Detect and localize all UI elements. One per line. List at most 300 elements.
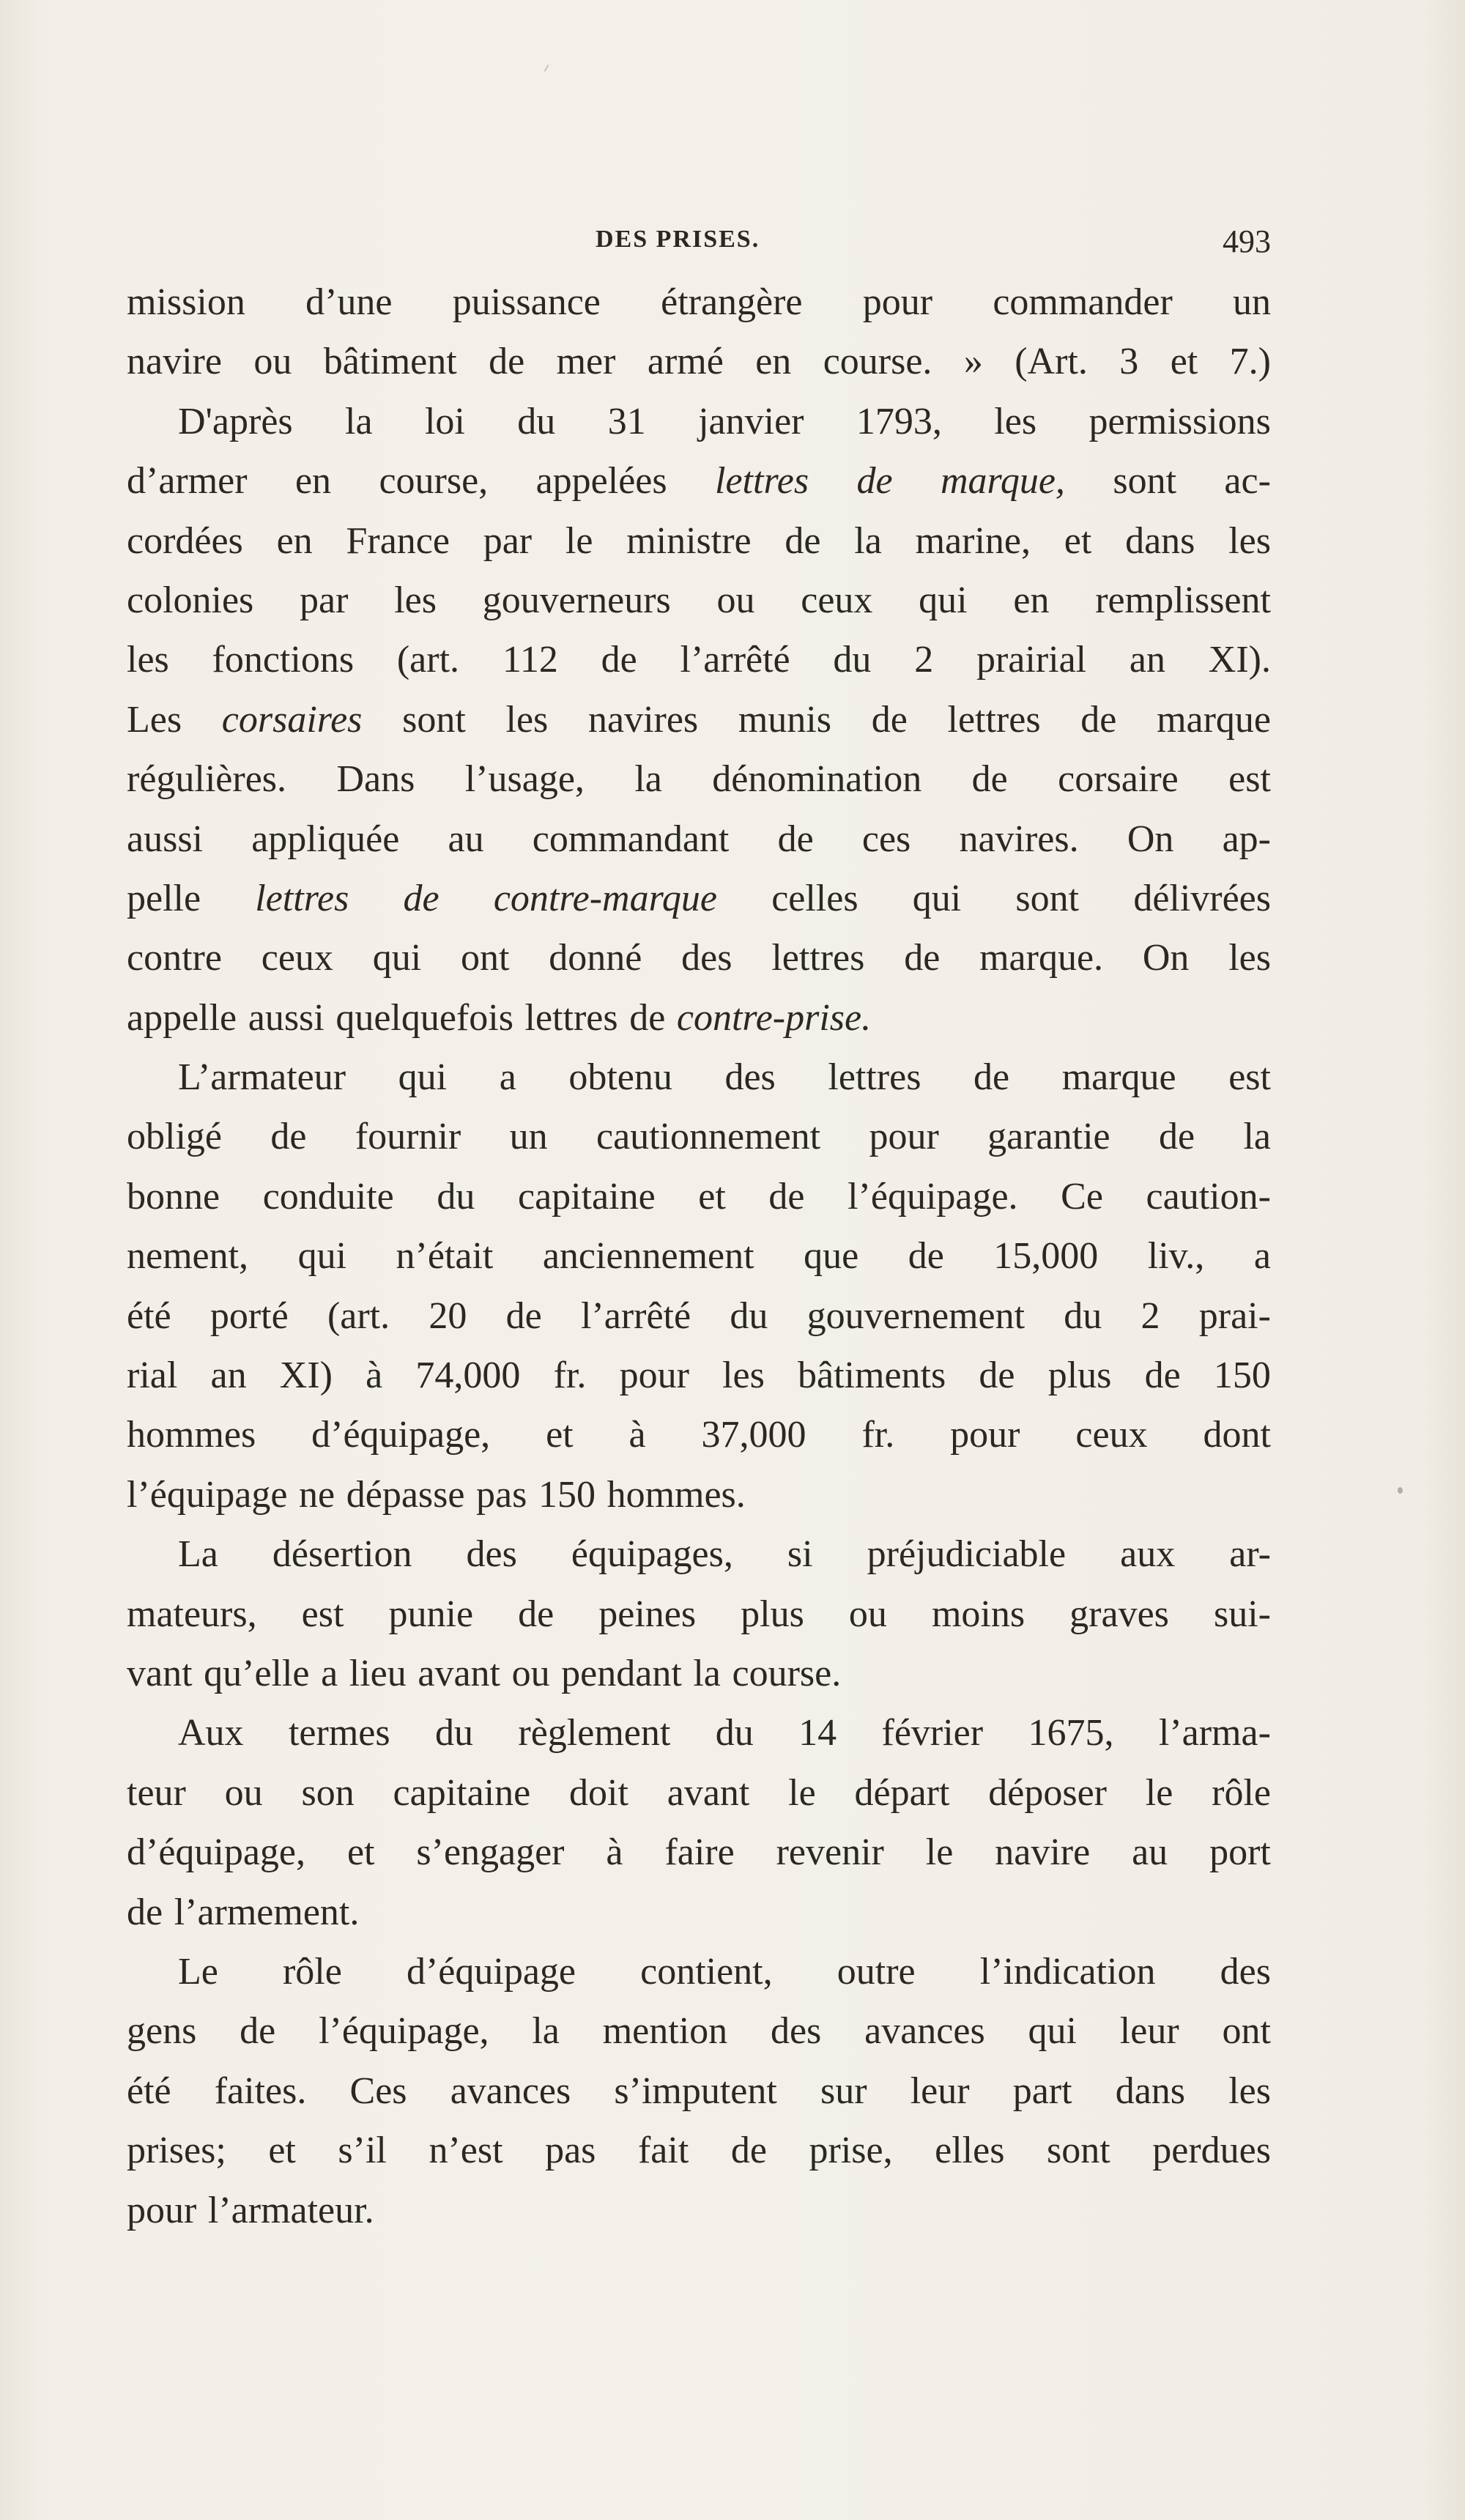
word: prai- (1198, 1294, 1271, 1337)
word: liv., (1147, 1235, 1205, 1278)
word: que (804, 1235, 859, 1278)
word: 112 (502, 639, 558, 681)
word: colonies (127, 579, 254, 621)
word: de (973, 1056, 1010, 1099)
word: XI) (279, 1354, 333, 1397)
word: de (971, 758, 1008, 801)
word: à (366, 1354, 383, 1397)
word: doit (569, 1771, 628, 1814)
word: d’une (305, 281, 393, 323)
word: de (1159, 1116, 1195, 1158)
word: les (394, 579, 437, 621)
word: plus (1047, 1354, 1112, 1397)
word: avant (418, 1652, 500, 1694)
word: termes (288, 1712, 390, 1754)
word: revenir (776, 1831, 884, 1874)
text-line (127, 1346, 1271, 1405)
word: cordées (127, 519, 243, 562)
text-line (127, 1524, 1271, 1584)
text-line (127, 869, 1271, 928)
word: du (1064, 1294, 1102, 1337)
word: a (1253, 1235, 1271, 1278)
word: marque (1061, 1056, 1176, 1099)
word: fr. (861, 1414, 895, 1456)
word: et (546, 1414, 574, 1456)
word: 150 (538, 1473, 596, 1516)
word: de (403, 877, 440, 919)
word: délivrées (1133, 877, 1271, 919)
word: commandant (532, 818, 730, 860)
text-line (127, 511, 1271, 571)
word: 3 (1119, 341, 1139, 383)
text-line (127, 2181, 1271, 2240)
word: ont (1222, 2010, 1271, 2053)
word: avances (864, 2010, 985, 2053)
word: pour (869, 1116, 939, 1158)
word: du (434, 1712, 473, 1754)
word: XI). (1208, 639, 1271, 681)
word: de (1080, 698, 1117, 741)
word: cautionnement (596, 1116, 821, 1158)
text-line (127, 1465, 1271, 1524)
word: On (1142, 937, 1190, 979)
word: bonne (127, 1175, 220, 1218)
word: prise, (809, 2130, 893, 2172)
word: qui (1028, 2010, 1077, 2053)
word: qui (372, 937, 422, 979)
word: lettres (524, 996, 618, 1039)
word: de (856, 460, 893, 503)
word: préjudiciable (867, 1533, 1067, 1576)
word: en (1013, 579, 1050, 621)
word: de (730, 2130, 767, 2172)
word: sont (1047, 2130, 1110, 2172)
text-line (127, 928, 1271, 987)
word: aux (1120, 1533, 1176, 1576)
word: course. (732, 1652, 842, 1694)
word: l’arrêté (680, 639, 790, 681)
word: départ (854, 1771, 950, 1814)
word: de (768, 1175, 805, 1218)
word: le (565, 519, 593, 562)
text-line (127, 2121, 1271, 2180)
word: pas (476, 1473, 527, 1516)
text-line (127, 1286, 1271, 1346)
text-line (127, 1823, 1271, 1882)
word: ministre (626, 519, 752, 562)
word: ou (848, 1593, 887, 1635)
word: qui (297, 1235, 347, 1278)
word: corsaires (221, 698, 363, 741)
word: ont (461, 937, 510, 979)
word: 37,000 (701, 1414, 806, 1456)
word: étrangère (661, 281, 803, 323)
word: nement, (127, 1235, 249, 1278)
word: la (1243, 1116, 1271, 1158)
word: France (346, 519, 450, 562)
word: de (871, 698, 908, 741)
word: an (1129, 639, 1165, 681)
word: pendant (561, 1652, 682, 1694)
word: de (127, 1891, 163, 1933)
word: Dans (336, 758, 415, 801)
word: lettres (715, 460, 809, 503)
word: qui (912, 877, 962, 919)
word: du (517, 400, 556, 442)
word: règlement (518, 1712, 671, 1754)
word: capitaine (517, 1175, 656, 1218)
running-title: DES PRISES. (596, 226, 760, 253)
word: du (730, 1294, 768, 1337)
word: de (908, 1235, 944, 1278)
word: faites. (214, 2069, 307, 2112)
word: les (127, 639, 169, 681)
word: ac- (1224, 460, 1271, 503)
word: l’équipage (127, 1473, 288, 1516)
word: ces (861, 818, 911, 860)
ink-spot (1398, 1487, 1403, 1494)
word: contre-marque (493, 877, 717, 919)
word: remplissent (1095, 579, 1271, 621)
word: fr. (553, 1354, 587, 1397)
word: mission (127, 281, 245, 323)
word: faire (664, 1831, 735, 1874)
word: de (777, 818, 814, 860)
word: marque. (979, 937, 1104, 979)
text-line (127, 392, 1271, 451)
word: 1675, (1028, 1712, 1114, 1754)
word: février (881, 1712, 984, 1754)
word: lettres (255, 877, 349, 919)
word: capitaine (393, 1771, 531, 1814)
word: an (210, 1354, 247, 1397)
word: de (979, 1354, 1015, 1397)
word: de (240, 2010, 276, 2053)
word: sui- (1213, 1593, 1271, 1635)
word: bâtiment (323, 341, 457, 383)
word: pour (950, 1414, 1020, 1456)
word: l’équipage, (319, 2010, 489, 2053)
word: prises; (127, 2130, 226, 2172)
word: marine, (915, 519, 1031, 562)
word: la (634, 758, 662, 801)
word: l’arrêté (580, 1294, 691, 1337)
word: pas (545, 2130, 596, 2172)
word: les (1228, 2069, 1271, 2112)
word: l’usage, (464, 758, 585, 801)
word: bâtiments (798, 1354, 946, 1397)
word: navire (127, 341, 222, 383)
word: qui (398, 1056, 448, 1099)
word: munis (738, 698, 831, 741)
word: aussi (127, 818, 203, 860)
word: 2 (914, 639, 934, 681)
word: des (724, 1056, 776, 1099)
word: à (628, 1414, 646, 1456)
word: part (1012, 2069, 1072, 2112)
word: de (505, 1294, 542, 1337)
word: équipages, (571, 1533, 733, 1576)
word: 74,000 (415, 1354, 521, 1397)
word: avances (450, 2069, 571, 2112)
word: ou (224, 1771, 263, 1814)
word: du (833, 639, 872, 681)
word: vant (127, 1652, 193, 1694)
word: pour (127, 2189, 197, 2231)
text-line (127, 2061, 1271, 2121)
word: loi (424, 400, 465, 442)
word: permissions (1088, 400, 1271, 442)
word: donné (549, 937, 642, 979)
text-line (127, 630, 1271, 689)
word: un (1233, 281, 1271, 323)
word: l’indication (979, 1950, 1156, 1993)
word: et (1170, 341, 1198, 383)
word: quelquefois (335, 996, 513, 1039)
word: perdues (1152, 2130, 1271, 2172)
word: pour (619, 1354, 689, 1397)
word: port (1209, 1831, 1271, 1874)
word: mer (556, 341, 616, 383)
word: le (925, 1831, 954, 1874)
word: la (693, 1652, 721, 1694)
word: un (509, 1116, 548, 1158)
word: appliquée (251, 818, 400, 860)
word: à (606, 1831, 623, 1874)
text-line (127, 809, 1271, 869)
word: les (722, 1354, 765, 1397)
word: outre (837, 1950, 916, 1993)
word: marque (1157, 698, 1271, 741)
text-line (127, 988, 1271, 1048)
word: est (1228, 758, 1271, 801)
word: course, (379, 460, 489, 503)
word: ou (716, 579, 755, 621)
word: armé (647, 341, 724, 383)
text-line (127, 2001, 1271, 2061)
text-line (127, 1644, 1271, 1703)
word: les (1228, 519, 1271, 562)
word: sont (402, 698, 466, 741)
word: On (1127, 818, 1174, 860)
word: avant (667, 1771, 750, 1814)
word: n’était (396, 1235, 494, 1278)
word: de (601, 639, 637, 681)
word: La (178, 1533, 218, 1576)
word: régulières. (127, 758, 287, 801)
word: plus (741, 1593, 804, 1635)
word: (Art. (1015, 341, 1088, 383)
word: si (787, 1533, 813, 1576)
word: appelées (535, 460, 667, 503)
word: d’équipage, (311, 1414, 491, 1456)
word: fonctions (212, 639, 355, 681)
word: prairial (976, 639, 1087, 681)
word: pour (862, 281, 933, 323)
text-line (127, 1405, 1271, 1464)
word: s’engager (416, 1831, 565, 1874)
word: 2 (1141, 1294, 1160, 1337)
word: rôle (282, 1950, 342, 1993)
word: d’équipage (406, 1950, 576, 1993)
word: navires. (959, 818, 1079, 860)
word: contre (127, 937, 222, 979)
word: peines (598, 1593, 697, 1635)
word: gouverneurs (482, 579, 671, 621)
word: rial (127, 1354, 178, 1397)
word: lettres (771, 937, 865, 979)
text-line (127, 1226, 1271, 1286)
body-text (127, 273, 1271, 2240)
text-line (127, 749, 1271, 809)
word: s’il (338, 2130, 387, 2172)
word: de (1144, 1354, 1181, 1397)
word: des (1220, 1950, 1271, 1993)
word: de (518, 1593, 555, 1635)
running-head (127, 223, 1271, 262)
text-line (127, 690, 1271, 749)
word: et (346, 1831, 375, 1874)
word: a (499, 1056, 516, 1099)
text-line (127, 1167, 1271, 1226)
word: déposer (988, 1771, 1107, 1814)
word: porté (209, 1294, 289, 1337)
word: d’armer (127, 460, 248, 503)
text-line (127, 451, 1271, 511)
word: des (466, 1533, 517, 1576)
word: punie (388, 1593, 474, 1635)
word: en (294, 460, 332, 503)
word: qui (919, 579, 968, 621)
text-line (127, 273, 1271, 332)
word: corsaire (1058, 758, 1179, 801)
word: navire (995, 1831, 1091, 1874)
word: course. (823, 341, 932, 383)
word: en (755, 341, 792, 383)
word: lieu (349, 1652, 407, 1694)
word: du (715, 1712, 754, 1754)
word: contient, (640, 1950, 773, 1993)
word: lettres (828, 1056, 921, 1099)
word: 14 (798, 1712, 837, 1754)
word: de (489, 341, 525, 383)
word: et (698, 1175, 726, 1218)
word: commander (993, 281, 1173, 323)
word: désertion (272, 1533, 412, 1576)
word: 15,000 (993, 1235, 1099, 1278)
text-line (127, 332, 1271, 391)
text-line (127, 1942, 1271, 2001)
word: l’équipage. (848, 1175, 1018, 1218)
word: gens (127, 2010, 197, 2053)
word: des (770, 2010, 822, 2053)
word: en (276, 519, 313, 562)
word: la (854, 519, 882, 562)
word: les (505, 698, 549, 741)
word: rôle (1212, 1771, 1271, 1814)
word: (art. (396, 639, 460, 681)
word: et (268, 2130, 296, 2172)
word: ap- (1222, 818, 1271, 860)
word: caution- (1146, 1175, 1271, 1218)
word: fournir (355, 1116, 461, 1158)
word: s’imputent (614, 2069, 777, 2112)
word: par (300, 579, 349, 621)
word: l’armement. (174, 1891, 360, 1933)
word: qu’elle (204, 1652, 310, 1694)
word: (art. (327, 1294, 390, 1337)
text-line (127, 1703, 1271, 1763)
word: la (345, 400, 373, 442)
word: ceux (261, 937, 333, 979)
word: pelle (127, 877, 201, 919)
word: elles (935, 2130, 1005, 2172)
word: contre-prise. (676, 996, 872, 1039)
word: appelle (127, 996, 237, 1039)
word: été (127, 2069, 171, 2112)
word: mention (602, 2010, 728, 2053)
word: teur (127, 1771, 186, 1814)
text-line (127, 1883, 1271, 1942)
word: au (1132, 1831, 1168, 1874)
word: par (483, 519, 533, 562)
text-line (127, 571, 1271, 630)
word: navires (587, 698, 699, 741)
word: Ces (349, 2069, 407, 2112)
word: aussi (248, 996, 324, 1039)
word: fait (637, 2130, 689, 2172)
word: le (788, 1771, 816, 1814)
word: mateurs, (127, 1593, 257, 1635)
word: de (629, 996, 666, 1039)
word: et (1064, 519, 1092, 562)
text-line (127, 1107, 1271, 1166)
word: Aux (178, 1712, 244, 1754)
word: 1793, (856, 400, 942, 442)
word: lettres (947, 698, 1041, 741)
word: janvier (698, 400, 804, 442)
word: été (127, 1294, 171, 1337)
word: la (532, 2010, 560, 2053)
word: marque, (940, 460, 1065, 503)
word: hommes. (607, 1473, 746, 1516)
word: 150 (1213, 1354, 1271, 1397)
word: L’armateur (178, 1056, 346, 1099)
word: n’est (429, 2130, 503, 2172)
word: celles (771, 877, 858, 919)
word: gouvernement (806, 1294, 1026, 1337)
word: dont (1203, 1414, 1271, 1456)
word: de (904, 937, 941, 979)
word: d’équipage, (127, 1831, 306, 1874)
word: les (994, 400, 1037, 442)
word: du (437, 1175, 475, 1218)
word: anciennement (542, 1235, 754, 1278)
word: dépasse (346, 1473, 465, 1516)
word: hommes (127, 1414, 256, 1456)
word: ne (299, 1473, 335, 1516)
word: de (785, 519, 821, 562)
word: de (270, 1116, 307, 1158)
word: ou (253, 341, 292, 383)
word: leur (910, 2069, 970, 2112)
page-number: 493 (1223, 223, 1271, 259)
word: dans (1125, 519, 1195, 562)
word: ceux (801, 579, 873, 621)
word: obligé (127, 1116, 222, 1158)
word: Le (178, 1950, 218, 1993)
word: » (963, 341, 983, 383)
